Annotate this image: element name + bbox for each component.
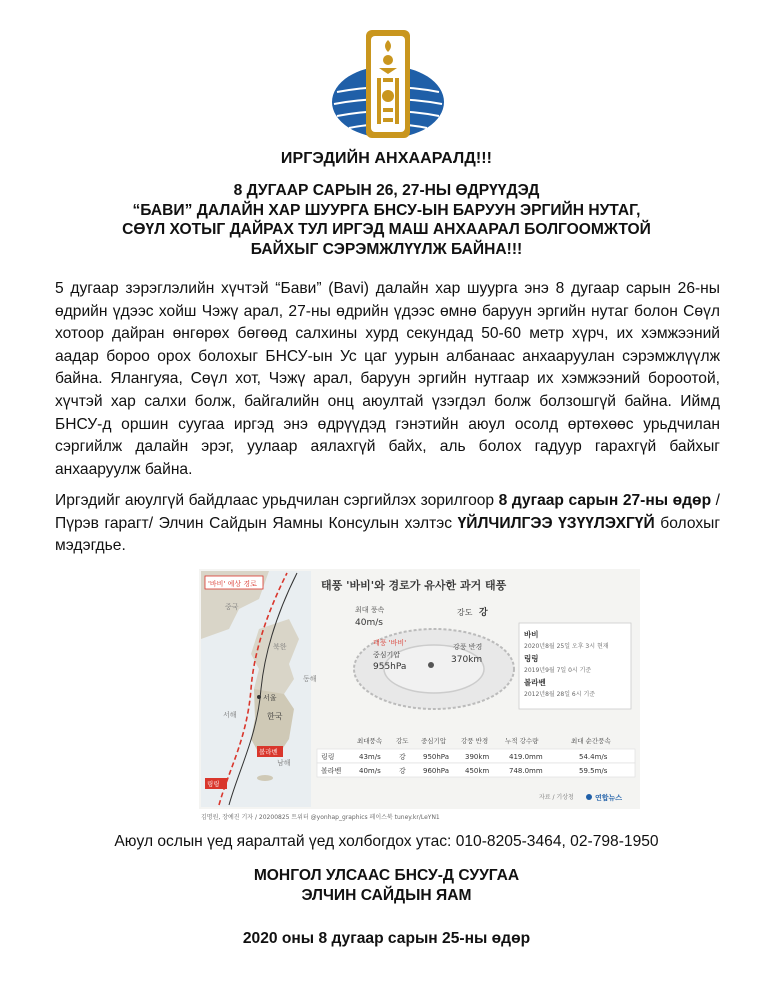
storm-name-label: 태풍 '바비' (373, 639, 407, 647)
storm-radius-label: 강풍 반경 (453, 643, 483, 651)
closure-notice: ҮЙЛЧИЛГЭЭ ҮЗҮҮЛЭХГҮЙ (457, 514, 655, 532)
yonhap-logo-icon (586, 794, 592, 800)
jeju-island (257, 775, 273, 781)
table-cell: 450km (465, 767, 490, 775)
region-label: 북한 (273, 643, 287, 651)
emergency-contact: Аюул ослын үед яаралтай үед холбогдох утас: 010-8205-3464, 02-798-1950 (114, 833, 659, 850)
closure-text: болохыг мэдэгдье. (55, 514, 721, 555)
table-cell: 강 (399, 753, 406, 761)
region-label: 중국 (225, 603, 239, 611)
embassy-line: ЭЛЧИН САЙДЫН ЯАМ (301, 887, 472, 904)
table-cell: 960hPa (423, 767, 449, 775)
typhoon-marker-label: 링링 (207, 780, 220, 788)
region-label: 남해 (277, 759, 291, 767)
comparison-table (317, 736, 635, 777)
embassy-signature (40, 866, 733, 906)
note-date: 2012년8월 28일 6시 기준 (524, 691, 596, 698)
state-emblem (329, 24, 447, 146)
storm-pressure: 955hPa (373, 662, 407, 672)
table-cell: 43m/s (359, 753, 381, 761)
headline-line: “БАВИ” ДАЛАЙН ХАР ШУУРГА БНСУ-ЫН БАРУУН ЭРГИЙН НУТАГ, (132, 201, 641, 219)
headline-line: 8 ДУГААР САРЫН 26, 27-НЫ ӨДРҮҮДЭД (233, 182, 540, 199)
note-name: 바비 (524, 630, 539, 639)
region-label: 한국 (267, 712, 283, 721)
warning-paragraph: 5 дугаар зэрэглэлийн хүчтэй “Бави” (Bavi) далайн хар шуурга энэ 8 дугаар сарын 26-ны өдрийн үдээс хойш Чэжү арал, 27-ны өдрийн үдээс өмнө баруун эргийн нутаг болон Сөүл хотоор дайран өнгөрөх бөгөөд салхины хурд секундад 50-60 метр хүрч, их хэмжээний аадар бороо орох болохыг БНСУ-ын Ус цаг уурын албанаас анхааруулан сэрэмжлүүлж байна. Ялангуяа, Сөүл хот, Чэжү арал, баруун эргийн нутгаар их хэмжээний бороотой, хүчтэй хар салхи болж, байгалийн онц аюултай үзэгдэл болж болзошгүй байна. Иймд БНСУ-д оршин суугаа иргэд энэ өдрүүдэд гэнэтийн аюул осолд өртөхөөс урьдчилан сэргийлж далайн эрэг, уулаар аялахгүй байх, аль болох гадуур гарахгүй байхыг анхааруулж байна. (55, 280, 720, 478)
document-date: 2020 оны 8 дугаар сарын 25-ны өдөр (242, 930, 531, 947)
closure-paragraph (55, 490, 720, 558)
source-label: 자료 / 기상청 (539, 794, 574, 801)
table-header: 최대풍속 (357, 737, 383, 745)
seoul-marker (257, 695, 261, 699)
headline-line: БАЙХЫГ СЭРЭМЖЛҮҮЛЖ БАЙНА!!! (250, 240, 523, 258)
note-date: 2019년9월 7일 0시 기준 (524, 667, 592, 674)
table-cell: 40m/s (359, 767, 381, 775)
table-cell: 볼라벤 (321, 767, 342, 775)
closure-date: 8 дугаар сарын 27-ны өдөр (498, 492, 712, 509)
table-cell: 748.0mm (509, 767, 543, 775)
table-cell: 54.4m/s (579, 753, 608, 761)
table-cell: 419.0mm (509, 753, 543, 761)
region-label: 동해 (303, 675, 317, 683)
credit-line: 김명원, 장예진 기자 / 20200825 트위터 @yonhap_graphics 페이스북 tuney.kr/LeYN1 (201, 814, 440, 821)
table-header: 강도 (396, 737, 409, 745)
headline-line: СӨҮЛ ХОТЫГ ДАЙРАХ ТУЛ ИРГЭД МАШ АНХААРАЛ БОЛГООМЖТОЙ (122, 221, 651, 238)
table-header: 최대 순간풍속 (571, 737, 611, 745)
seoul-label: 서울 (263, 694, 277, 702)
typhoon-eye (428, 662, 434, 668)
closure-text: Иргэдийг аюулгүй байдлаас урьдчилан сэргийлэх зорилгоор (55, 492, 499, 509)
region-label: 서해 (223, 711, 237, 719)
table-header: 중심기압 (421, 737, 447, 745)
note-name: 볼라벤 (524, 678, 546, 687)
table-cell: 강 (399, 767, 406, 775)
infographic-title: 태풍 '바비'와 경로가 유사한 과거 태풍 (321, 579, 507, 592)
brand-label: 연합뉴스 (595, 794, 623, 802)
table-header: 강풍 반경 (461, 737, 489, 745)
storm-max-wind-label: 최대 풍속 (355, 606, 385, 614)
storm-pressure-label: 중심기압 (373, 651, 401, 659)
closure-text: /Пүрэв гарагт/ Элчин Сайдын Яамны Консулын хэлтэс (55, 492, 720, 532)
table-cell: 950hPa (423, 753, 449, 761)
storm-max-wind: 40m/s (355, 618, 383, 628)
table-cell: 링링 (321, 753, 335, 761)
alert-title: ИРГЭДИЙН АНХААРАЛД!!! (280, 150, 493, 167)
track-legend-label: '바비' 예상 경로 (208, 580, 257, 588)
table-cell: 390km (465, 753, 490, 761)
headline (40, 181, 733, 259)
note-name: 링링 (524, 654, 539, 663)
table-cell: 59.5m/s (579, 767, 608, 775)
embassy-line: МОНГОЛ УЛСААС БНСУ-Д СУУГАА (253, 867, 520, 884)
storm-strength: 강 (479, 608, 488, 618)
soyombo-icon (366, 30, 410, 138)
typhoon-infographic (199, 569, 640, 822)
storm-radius: 370km (451, 655, 483, 665)
typhoon-marker-label: 볼라벤 (259, 748, 278, 756)
table-header: 누적 강수량 (505, 737, 539, 745)
note-date: 2020년8월 25일 오후 3시 현재 (524, 643, 609, 650)
storm-strength-label: 강도 (457, 608, 473, 617)
